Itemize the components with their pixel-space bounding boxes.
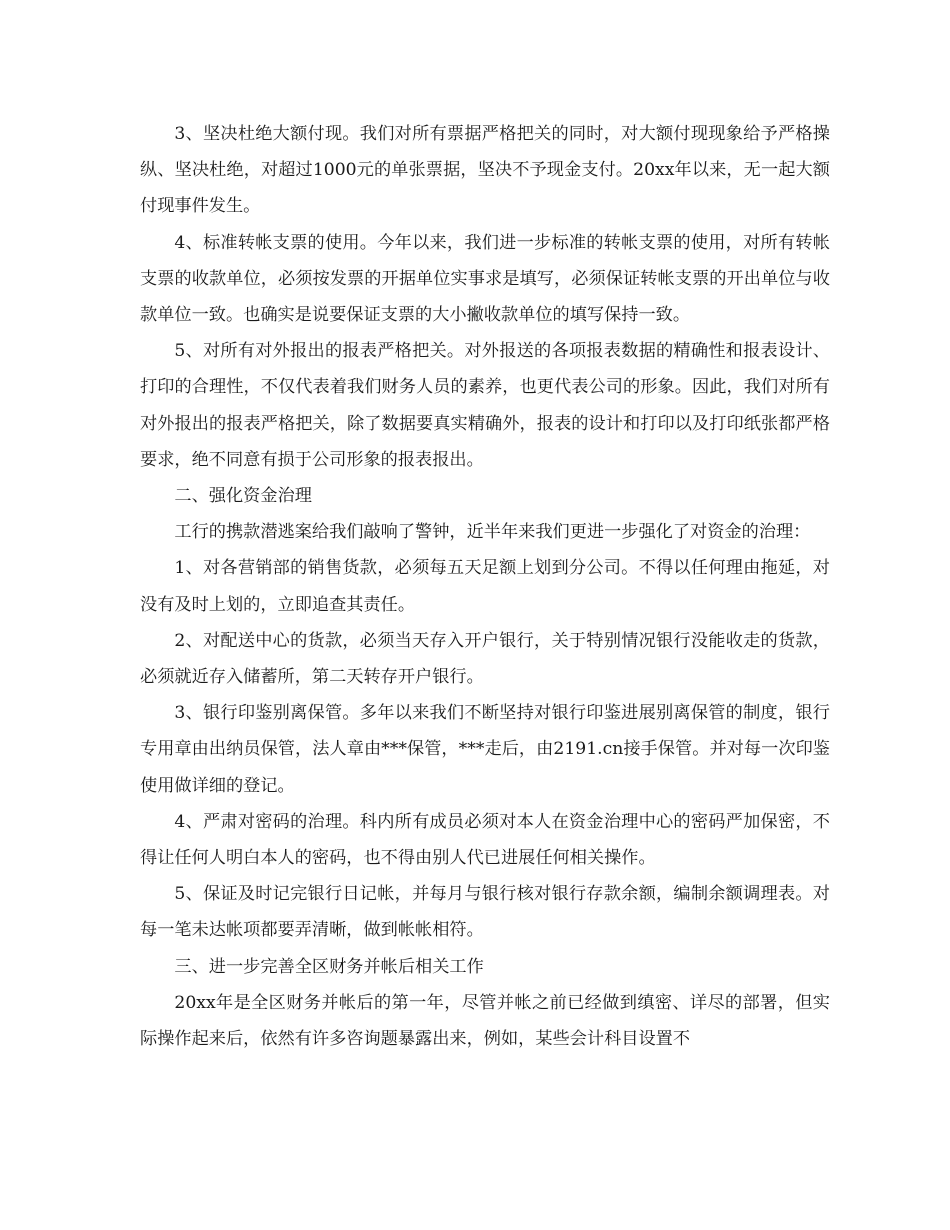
- section-heading-fund-management: 二、强化资金治理: [174, 486, 312, 507]
- document-body: [140, 116, 830, 1057]
- paragraph-sales-remittance: 1、对各营销部的销售货款，必须每五天足额上划到分公司。不得以任何理由拖延，对没有及时上划的，立即追查其责任。: [140, 558, 830, 615]
- paragraph-bank-journal: 5、保证及时记完银行日记帐，并每月与银行核对银行存款余额，编制余额调理表。对每一笔未达帐项都要弄清晰，做到帐帐相符。: [140, 884, 830, 941]
- paragraph-transfer-cheque: 4、标准转帐支票的使用。今年以来，我们进一步标准的转帐支票的使用，对所有转帐支票的收款单位，必须按发票的开据单位实事求是填写，必须保证转帐支票的开出单位与收款单位一致。也确实是说要保证支票的大小撇收款单位的填写保持一致。: [140, 232, 830, 326]
- paragraph-account-merger: 20xx年是全区财务并帐后的第一年，尽管并帐之前已经做到缜密、详尽的部署，但实际操作起来后，依然有许多咨询题暴露出来，例如，某些会计科目设置不: [140, 992, 830, 1050]
- paragraph-large-cash-payment: 3、坚决杜绝大额付现。我们对所有票据严格把关的同时，对大额付现现象给予严格操纵、坚决杜绝，对超过1000元的单张票据，坚决不予现金支付。20xx年以来，无一起大额付现事件发生。: [140, 124, 830, 217]
- paragraph-seal-custody: 3、银行印鉴别离保管。多年以来我们不断坚持对银行印鉴进展别离保管的制度，银行专用章由出纳员保管，法人章由***保管，***走后，由2191.cn接手保管。并对每一次印鉴使用做详细的登记。: [140, 703, 830, 796]
- paragraph-fund-management-intro: 工行的携款潜逃案给我们敲响了警钟，近半年来我们更进一步强化了对资金的治理：: [174, 522, 811, 543]
- paragraph-external-reports: 5、对所有对外报出的报表严格把关。对外报送的各项报表数据的精确性和报表设计、打印的合理性，不仅代表着我们财务人员的素养，也更代表公司的形象。因此，我们对所有对外报出的报表严格把关，除了数据要真实精确外，报表的设计和打印以及打印纸张都严格要求，绝不同意有损于公司形象的报表报出。: [140, 341, 830, 470]
- section-heading-account-merger: 三、进一步完善全区财务并帐后相关工作: [174, 956, 484, 977]
- paragraph-password-management: 4、严肃对密码的治理。科内所有成员必须对本人在资金治理中心的密码严加保密，不得让任何人明白本人的密码，也不得由别人代已进展任何相关操作。: [140, 811, 830, 869]
- paragraph-distribution-deposits: 2、对配送中心的货款，必须当天存入开户银行，关于特别情况银行没能收走的货款，必须就近存入储蓄所，第二天转存开户银行。: [140, 630, 830, 688]
